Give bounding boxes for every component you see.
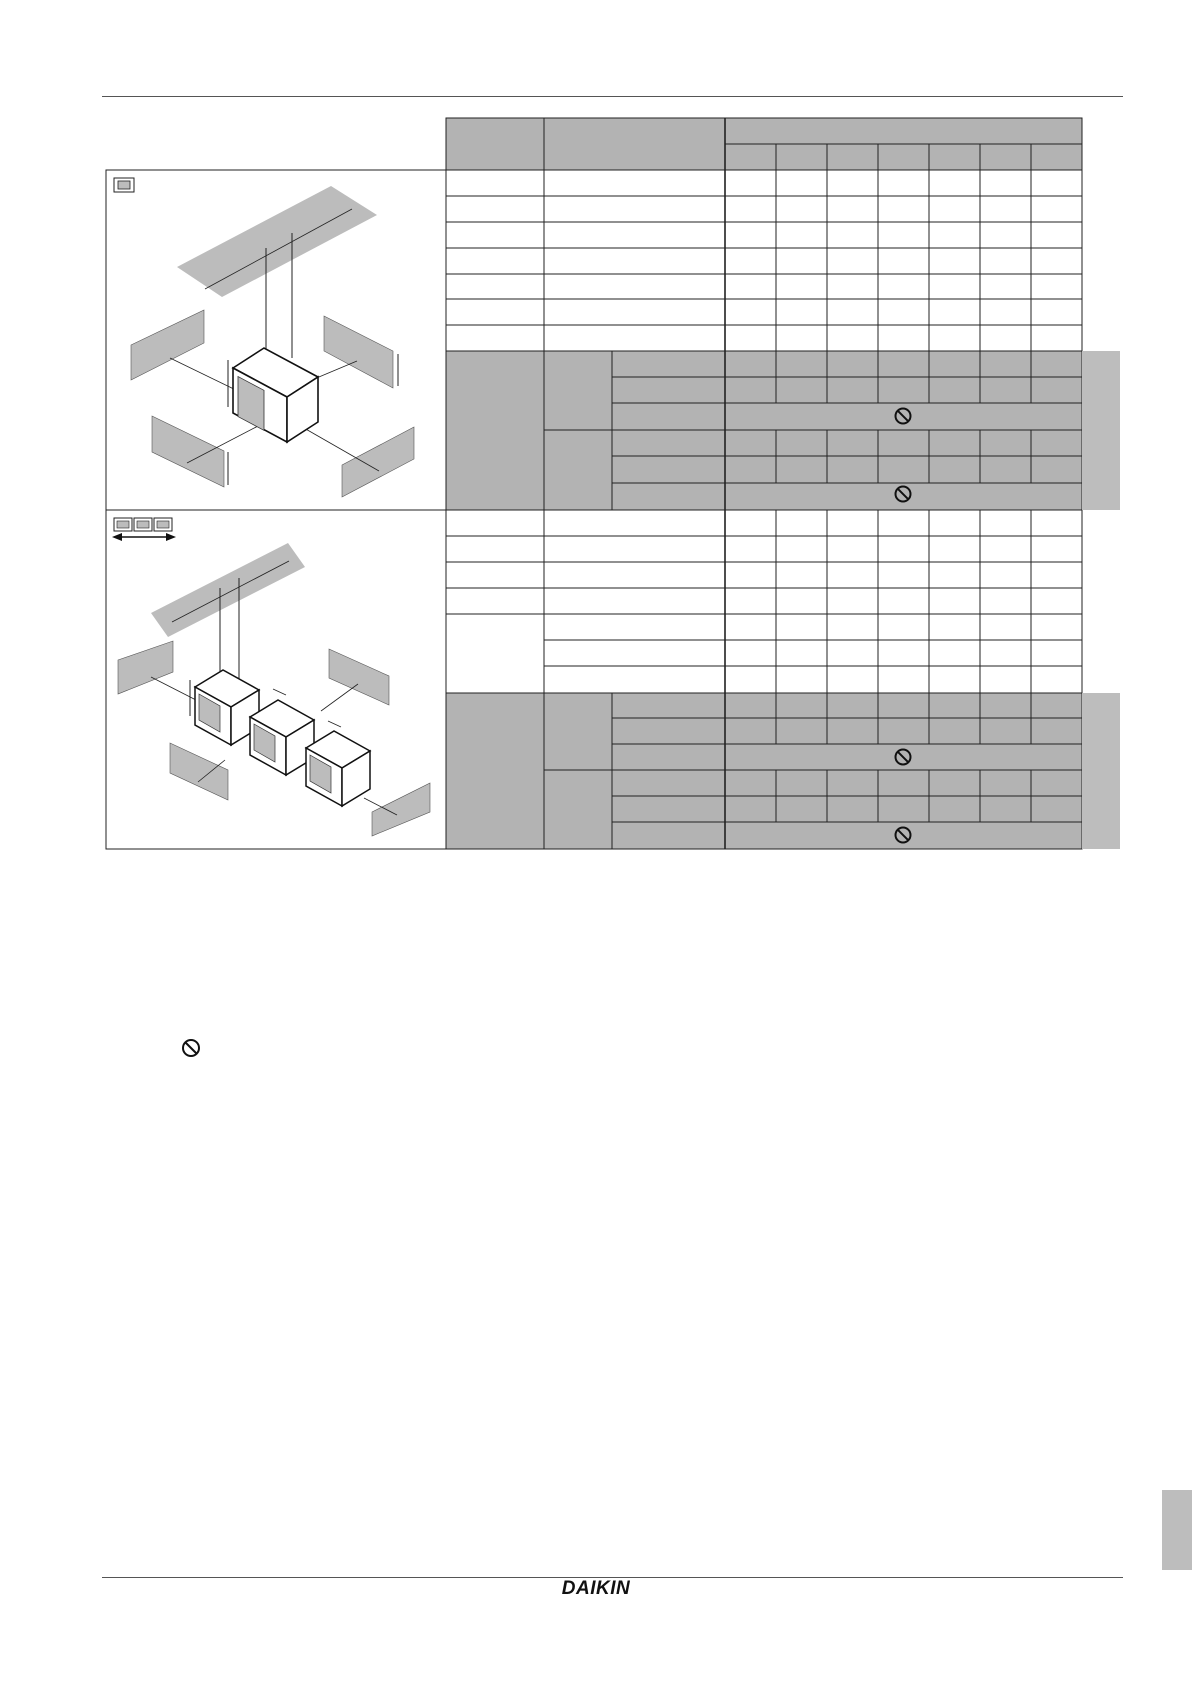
section-2-shaded-block [446,693,1082,849]
section-1-plain-rows [446,170,1082,351]
single-unit-box-icon [114,178,134,192]
prohibited-legend-icon [180,1037,202,1059]
chapter-edge-tab [1162,1490,1192,1570]
daikin-logo: DAIKIN [561,1578,631,1599]
multi-unit-row-icon [114,518,172,531]
section-side-tab [1082,351,1120,510]
section-side-tab [1082,693,1120,849]
